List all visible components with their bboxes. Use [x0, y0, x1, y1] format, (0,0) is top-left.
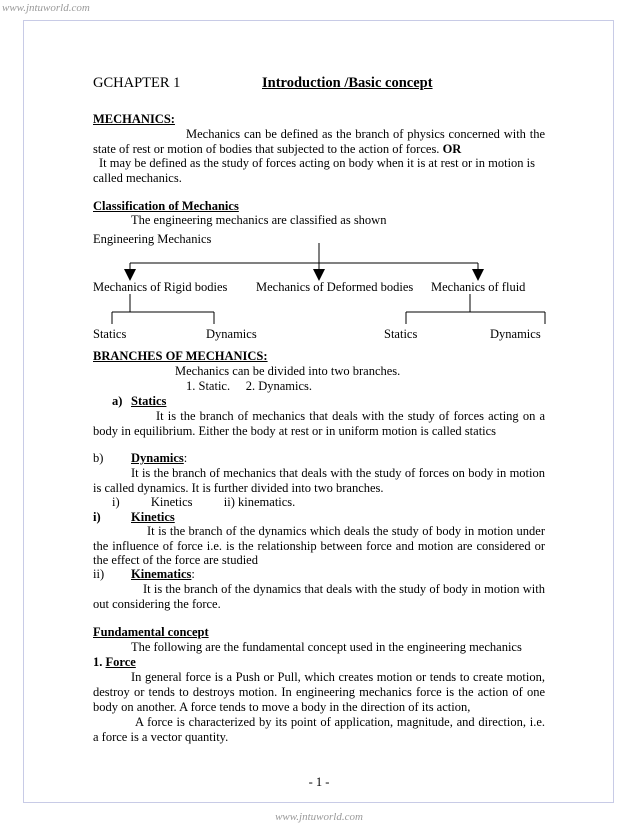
kinetics-line3: the effect of the force are studied [93, 553, 258, 567]
branches-heading: BRANCHES OF MECHANICS: [93, 349, 268, 363]
dynamics-title: Dynamics [131, 451, 184, 465]
dynamics-marker: b) [93, 451, 104, 465]
classification-intro: The engineering mechanics are classified as shown [131, 213, 387, 227]
kinematics-title: Kinematics [131, 567, 192, 581]
watermark-bottom: www.jntuworld.com [275, 811, 363, 823]
kinematics-line1: It is the branch of the dynamics that deals with the study of body in motion with [143, 582, 545, 596]
branch-fluid: Mechanics of fluid [431, 280, 526, 294]
force-line3: body on another. A force tends to move a body in the direction of its action, [93, 700, 471, 714]
leaf-dynamics-fluid: Dynamics [490, 327, 541, 341]
mechanics-p2-line1: It may be defined as the study of forces acting on body when it is at rest or in motion is [99, 156, 536, 170]
kinematics-heading [131, 567, 195, 582]
mechanics-p1-line1: Mechanics can be defined as the branch of physics concerned with the [186, 127, 545, 141]
kinematics-marker: ii) [93, 567, 105, 581]
branch-deformed: Mechanics of Deformed bodies [256, 280, 414, 294]
dynamics-heading [131, 451, 187, 466]
mechanics-heading: MECHANICS: [93, 112, 175, 126]
kinetics-title: Kinetics [131, 510, 175, 524]
fundamental-heading: Fundamental concept [93, 625, 209, 639]
kinetics-line1: It is the branch of the dynamics which deals the study of body in motion under [147, 524, 545, 538]
kinematics-colon: : [191, 567, 195, 581]
branches-line1: Mechanics can be divided into two branches. [175, 364, 401, 378]
dynamics-colon: : [183, 451, 188, 465]
statics-title: Statics [131, 394, 167, 408]
force-line1: In general force is a Push or Pull, which creates motion or tends to create motion, [131, 670, 545, 684]
fundamental-intro: The following are the fundamental concept used in the engineering mechanics [131, 640, 522, 654]
force-line5: a force is a vector quantity. [93, 730, 229, 744]
force-line4: A force is characterized by its point of application, magnitude, and direction, i.e. [135, 715, 545, 729]
kinematics-line2: out considering the force. [93, 597, 221, 611]
kinetics-line2: the influence of force i.e. is the relationship between force and motion are considered or [93, 539, 545, 553]
watermark-top: www.jntuworld.com [2, 2, 90, 14]
force-line2: destroy or tends to destroys motion. In engineering mechanics force is the action of one [93, 685, 545, 699]
dynamics-line2: is called dynamics. It is further divided into two branches. [93, 481, 384, 495]
force-heading [93, 655, 136, 670]
page-number: - 1 - [308, 775, 330, 789]
classification-heading: Classification of Mechanics [93, 199, 239, 213]
leaf-statics-rigid: Statics [93, 327, 127, 341]
mechanics-p2-line2: called mechanics. [93, 171, 182, 185]
kinetics-marker: i) [93, 510, 101, 524]
branches-line2: 1. Static. 2. Dynamics. [186, 379, 313, 393]
statics-marker: a) [112, 394, 123, 408]
statics-line1: It is the branch of mechanics that deals with the study of forces acting on a [156, 409, 545, 423]
dynamics-subbranches: i) Kinetics ii) kinematics. [112, 495, 296, 509]
statics-line2: body in equilibrium. Either the body at rest or in uniform motion is called statics [93, 424, 497, 438]
leaf-statics-fluid: Statics [384, 327, 418, 341]
or-label: OR [442, 142, 462, 156]
page-title: Introduction /Basic concept [262, 75, 433, 91]
chapter-label: GCHAPTER 1 [93, 75, 181, 91]
force-number: 1. [93, 655, 103, 669]
leaf-dynamics-rigid: Dynamics [206, 327, 257, 341]
force-title: Force [105, 655, 136, 669]
mechanics-p1-line2-text: state of rest or motion of bodies that subjected to the action of forces. [93, 142, 440, 156]
dynamics-line1: It is the branch of mechanics that deals with the study of forces on body in motion [131, 466, 545, 480]
diagram-root-label: Engineering Mechanics [93, 232, 212, 246]
branch-rigid: Mechanics of Rigid bodies [93, 280, 228, 294]
